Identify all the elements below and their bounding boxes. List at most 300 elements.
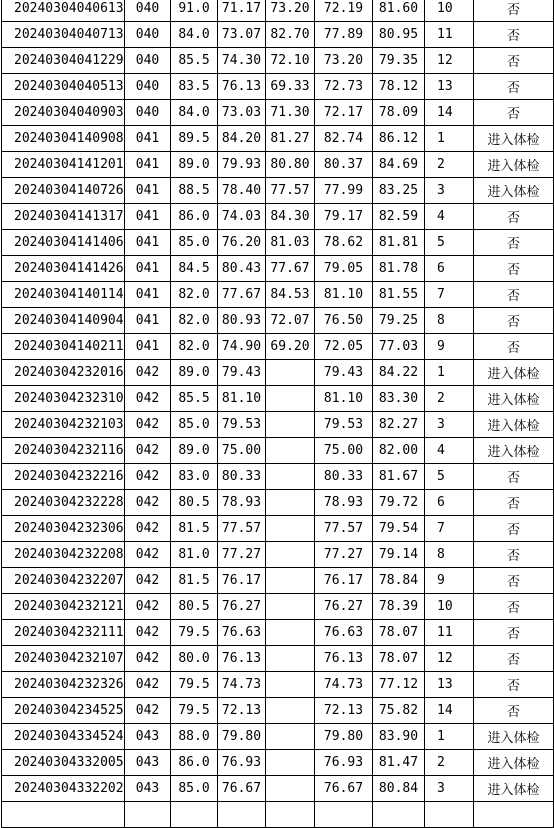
exam-id-cell: 20240304332202 (2, 776, 125, 802)
interview-average-cell: 78.62 (315, 230, 373, 256)
interview-score-2-cell: 82.70 (266, 22, 315, 48)
written-score-cell: 85.0 (171, 230, 218, 256)
interview-score-1-cell: 79.80 (218, 724, 266, 750)
written-score-cell: 85.5 (171, 386, 218, 412)
written-score-cell: 82.0 (171, 282, 218, 308)
post-code-cell: 042 (125, 386, 171, 412)
table-row (2, 724, 554, 750)
total-score-cell: 83.25 (373, 178, 425, 204)
written-score-cell: 84.0 (171, 22, 218, 48)
written-score-cell: 85.0 (171, 776, 218, 802)
interview-average-cell: 76.13 (315, 646, 373, 672)
interview-score-2-cell (266, 516, 315, 542)
post-code-cell: 040 (125, 22, 171, 48)
total-score-cell: 79.35 (373, 48, 425, 74)
rank-cell: 2 (425, 750, 474, 776)
interview-score-1-cell: 78.40 (218, 178, 266, 204)
interview-score-1-cell: 77.67 (218, 282, 266, 308)
post-code-cell: 042 (125, 542, 171, 568)
interview-score-1-cell: 80.33 (218, 464, 266, 490)
total-score-cell: 83.30 (373, 386, 425, 412)
interview-average-cell: 72.73 (315, 74, 373, 100)
post-code-cell: 042 (125, 698, 171, 724)
interview-score-1-cell: 76.93 (218, 750, 266, 776)
rank-cell: 8 (425, 542, 474, 568)
interview-score-2-cell: 72.10 (266, 48, 315, 74)
interview-average-cell: 73.20 (315, 48, 373, 74)
interview-score-2-cell: 77.67 (266, 256, 315, 282)
total-score-cell: 82.27 (373, 412, 425, 438)
exam-id-cell: 20240304232111 (2, 620, 125, 646)
table-row (2, 672, 554, 698)
written-score-cell: 79.5 (171, 672, 218, 698)
post-code-cell: 040 (125, 0, 171, 22)
interview-score-2-cell (266, 386, 315, 412)
interview-score-2-cell (266, 776, 315, 802)
result-cell: 进入体检 (474, 178, 554, 204)
post-code-cell: 042 (125, 568, 171, 594)
interview-score-2-cell: 81.03 (266, 230, 315, 256)
exam-id-cell: 20240304141201 (2, 152, 125, 178)
interview-score-1-cell: 74.73 (218, 672, 266, 698)
written-score-cell: 84.5 (171, 256, 218, 282)
exam-id-cell: 20240304141406 (2, 230, 125, 256)
total-score-cell: 86.12 (373, 126, 425, 152)
written-score-cell: 85.5 (171, 48, 218, 74)
exam-id-cell: 20240304140211 (2, 334, 125, 360)
result-cell: 进入体检 (474, 386, 554, 412)
interview-score-2-cell (266, 672, 315, 698)
interview-score-1-cell: 81.10 (218, 386, 266, 412)
rank-cell: 3 (425, 776, 474, 802)
total-score-cell: 80.95 (373, 22, 425, 48)
table-row (2, 152, 554, 178)
exam-id-cell: 20240304232116 (2, 438, 125, 464)
interview-score-2-cell: 71.30 (266, 100, 315, 126)
exam-id-cell: 20240304040903 (2, 100, 125, 126)
table-row (2, 22, 554, 48)
written-score-cell: 82.0 (171, 334, 218, 360)
interview-score-2-cell (266, 360, 315, 386)
written-score-cell: 89.0 (171, 360, 218, 386)
post-code-cell: 042 (125, 594, 171, 620)
total-score-cell: 77.03 (373, 334, 425, 360)
interview-score-2-cell (266, 568, 315, 594)
rank-cell: 4 (425, 204, 474, 230)
exam-id-cell: 20240304141426 (2, 256, 125, 282)
written-score-cell: 83.5 (171, 74, 218, 100)
post-code-cell: 042 (125, 464, 171, 490)
interview-average-cell: 81.10 (315, 386, 373, 412)
written-score-cell: 81.5 (171, 568, 218, 594)
result-cell: 否 (474, 282, 554, 308)
interview-score-1-cell: 74.03 (218, 204, 266, 230)
result-cell: 否 (474, 0, 554, 22)
rank-cell: 1 (425, 724, 474, 750)
total-score-cell: 78.07 (373, 620, 425, 646)
interview-average-cell: 72.05 (315, 334, 373, 360)
interview-score-1-cell: 76.17 (218, 568, 266, 594)
post-code-cell: 041 (125, 230, 171, 256)
interview-score-1-cell: 73.07 (218, 22, 266, 48)
total-score-cell: 75.82 (373, 698, 425, 724)
result-cell: 否 (474, 542, 554, 568)
exam-id-cell: 20240304232121 (2, 594, 125, 620)
written-score-cell: 80.5 (171, 490, 218, 516)
total-score-cell: 81.55 (373, 282, 425, 308)
post-code-cell: 041 (125, 282, 171, 308)
interview-score-2-cell (266, 750, 315, 776)
interview-average-cell: 75.00 (315, 438, 373, 464)
table-row (2, 334, 554, 360)
rank-cell: 11 (425, 22, 474, 48)
result-cell: 进入体检 (474, 126, 554, 152)
table-row (2, 490, 554, 516)
written-score-cell: 85.0 (171, 412, 218, 438)
interview-score-2-cell (266, 412, 315, 438)
total-score-cell: 78.09 (373, 100, 425, 126)
total-score-cell: 82.00 (373, 438, 425, 464)
interview-score-1-cell: 73.03 (218, 100, 266, 126)
rank-cell: 13 (425, 672, 474, 698)
written-score-cell: 91.0 (171, 0, 218, 22)
post-code-cell: 041 (125, 178, 171, 204)
interview-score-2-cell: 80.80 (266, 152, 315, 178)
total-score-cell: 81.81 (373, 230, 425, 256)
exam-id-cell: 20240304040513 (2, 74, 125, 100)
table-row (2, 750, 554, 776)
result-cell: 进入体检 (474, 750, 554, 776)
exam-id-cell: 20240304334524 (2, 724, 125, 750)
post-code-cell: 041 (125, 152, 171, 178)
score-table (1, 0, 554, 828)
post-code-cell: 042 (125, 490, 171, 516)
table-row (2, 464, 554, 490)
interview-average-cell: 82.74 (315, 126, 373, 152)
interview-score-2-cell: 84.53 (266, 282, 315, 308)
written-score-cell: 79.5 (171, 620, 218, 646)
post-code-cell: 042 (125, 438, 171, 464)
written-score-cell: 83.0 (171, 464, 218, 490)
post-code-cell: 041 (125, 204, 171, 230)
written-score-cell: 89.5 (171, 126, 218, 152)
interview-score-1-cell: 77.27 (218, 542, 266, 568)
rank-cell: 8 (425, 308, 474, 334)
rank-cell: 9 (425, 334, 474, 360)
interview-average-cell: 77.27 (315, 542, 373, 568)
table-row (2, 620, 554, 646)
interview-average-cell: 72.19 (315, 0, 373, 22)
post-code-cell: 042 (125, 646, 171, 672)
table-row (2, 48, 554, 74)
interview-score-2-cell: 69.33 (266, 74, 315, 100)
exam-id-cell: 20240304232107 (2, 646, 125, 672)
post-code-cell: 040 (125, 74, 171, 100)
post-code-cell: 041 (125, 308, 171, 334)
exam-id-cell: 20240304232207 (2, 568, 125, 594)
exam-id-cell: 20240304140904 (2, 308, 125, 334)
total-score-cell: 84.69 (373, 152, 425, 178)
interview-score-2-cell: 73.20 (266, 0, 315, 22)
total-score-cell: 81.60 (373, 0, 425, 22)
interview-average-cell: 72.17 (315, 100, 373, 126)
interview-score-2-cell: 77.57 (266, 178, 315, 204)
table-row (2, 204, 554, 230)
table-row (2, 360, 554, 386)
result-cell: 否 (474, 698, 554, 724)
post-code-cell: 043 (125, 750, 171, 776)
interview-score-2-cell (266, 724, 315, 750)
exam-id-cell: 20240304232310 (2, 386, 125, 412)
total-score-cell: 78.12 (373, 74, 425, 100)
exam-id-cell: 20240304232208 (2, 542, 125, 568)
written-score-cell: 84.0 (171, 100, 218, 126)
table-row (2, 516, 554, 542)
post-code-cell: 041 (125, 256, 171, 282)
total-score-cell: 79.14 (373, 542, 425, 568)
result-cell: 进入体检 (474, 360, 554, 386)
written-score-cell: 88.0 (171, 724, 218, 750)
interview-score-1-cell: 74.30 (218, 48, 266, 74)
total-score-cell: 82.59 (373, 204, 425, 230)
interview-average-cell: 77.57 (315, 516, 373, 542)
interview-average-cell: 74.73 (315, 672, 373, 698)
rank-cell: 2 (425, 386, 474, 412)
result-cell: 否 (474, 308, 554, 334)
result-cell: 否 (474, 464, 554, 490)
interview-score-1-cell: 79.93 (218, 152, 266, 178)
interview-score-1-cell: 76.13 (218, 646, 266, 672)
result-cell: 进入体检 (474, 776, 554, 802)
interview-score-2-cell (266, 698, 315, 724)
table-row (2, 594, 554, 620)
rank-cell: 6 (425, 490, 474, 516)
interview-score-2-cell: 84.30 (266, 204, 315, 230)
interview-score-1-cell: 77.57 (218, 516, 266, 542)
table-row (2, 0, 554, 22)
result-cell: 否 (474, 22, 554, 48)
interview-score-2-cell (266, 542, 315, 568)
interview-score-1-cell: 76.20 (218, 230, 266, 256)
exam-id-cell: 20240304232326 (2, 672, 125, 698)
total-score-cell: 83.90 (373, 724, 425, 750)
interview-average-cell: 79.43 (315, 360, 373, 386)
total-score-cell: 79.72 (373, 490, 425, 516)
post-code-cell: 040 (125, 48, 171, 74)
table-row (2, 776, 554, 802)
interview-score-1-cell: 79.53 (218, 412, 266, 438)
interview-score-1-cell: 76.13 (218, 74, 266, 100)
written-score-cell: 82.0 (171, 308, 218, 334)
rank-cell: 13 (425, 74, 474, 100)
table-row (2, 74, 554, 100)
interview-average-cell: 79.53 (315, 412, 373, 438)
interview-score-2-cell (266, 438, 315, 464)
result-cell: 否 (474, 74, 554, 100)
post-code-cell: 042 (125, 516, 171, 542)
total-score-cell: 79.25 (373, 308, 425, 334)
total-score-cell: 81.67 (373, 464, 425, 490)
post-code-cell: 041 (125, 334, 171, 360)
interview-score-2-cell (266, 464, 315, 490)
result-cell: 否 (474, 204, 554, 230)
result-cell: 进入体检 (474, 724, 554, 750)
table-row (2, 542, 554, 568)
interview-average-cell: 78.93 (315, 490, 373, 516)
rank-cell: 6 (425, 256, 474, 282)
exam-id-cell: 20240304232228 (2, 490, 125, 516)
post-code-cell: 042 (125, 360, 171, 386)
interview-score-1-cell: 76.27 (218, 594, 266, 620)
rank-cell: 12 (425, 48, 474, 74)
table-row (2, 568, 554, 594)
interview-average-cell: 76.27 (315, 594, 373, 620)
interview-score-2-cell (266, 490, 315, 516)
interview-average-cell: 81.10 (315, 282, 373, 308)
written-score-cell: 89.0 (171, 438, 218, 464)
interview-score-1-cell: 76.63 (218, 620, 266, 646)
total-score-cell: 81.47 (373, 750, 425, 776)
result-cell: 否 (474, 620, 554, 646)
interview-score-2-cell (266, 646, 315, 672)
result-cell: 否 (474, 490, 554, 516)
rank-cell: 12 (425, 646, 474, 672)
result-cell: 否 (474, 256, 554, 282)
interview-score-2-cell: 72.07 (266, 308, 315, 334)
interview-score-1-cell: 74.90 (218, 334, 266, 360)
interview-average-cell: 79.05 (315, 256, 373, 282)
interview-average-cell: 76.50 (315, 308, 373, 334)
interview-score-2-cell (266, 594, 315, 620)
interview-average-cell: 79.17 (315, 204, 373, 230)
table-row (2, 386, 554, 412)
exam-id-cell: 20240304140114 (2, 282, 125, 308)
table-row (2, 308, 554, 334)
written-score-cell: 80.0 (171, 646, 218, 672)
total-score-cell: 77.12 (373, 672, 425, 698)
interview-average-cell: 76.63 (315, 620, 373, 646)
interview-score-1-cell: 72.13 (218, 698, 266, 724)
result-cell: 否 (474, 230, 554, 256)
table-row (2, 282, 554, 308)
table-row (2, 126, 554, 152)
interview-average-cell: 77.89 (315, 22, 373, 48)
exam-id-cell: 20240304040613 (2, 0, 125, 22)
total-score-cell: 78.07 (373, 646, 425, 672)
table-row (2, 646, 554, 672)
total-score-cell: 81.78 (373, 256, 425, 282)
result-cell: 否 (474, 48, 554, 74)
rank-cell: 1 (425, 126, 474, 152)
exam-id-cell: 20240304140908 (2, 126, 125, 152)
post-code-cell: 043 (125, 724, 171, 750)
rank-cell: 9 (425, 568, 474, 594)
interview-score-1-cell: 79.43 (218, 360, 266, 386)
rank-cell: 10 (425, 0, 474, 22)
interview-score-1-cell: 80.93 (218, 308, 266, 334)
written-score-cell: 86.0 (171, 204, 218, 230)
result-cell: 否 (474, 594, 554, 620)
exam-id-cell: 20240304232306 (2, 516, 125, 542)
rank-cell: 10 (425, 594, 474, 620)
exam-id-cell: 20240304232216 (2, 464, 125, 490)
rank-cell: 7 (425, 516, 474, 542)
total-score-cell: 80.84 (373, 776, 425, 802)
exam-id-cell: 20240304041229 (2, 48, 125, 74)
rank-cell: 5 (425, 230, 474, 256)
result-cell: 否 (474, 100, 554, 126)
total-score-cell: 78.84 (373, 568, 425, 594)
written-score-cell: 89.0 (171, 152, 218, 178)
interview-score-1-cell: 78.93 (218, 490, 266, 516)
interview-average-cell: 72.13 (315, 698, 373, 724)
result-cell: 进入体检 (474, 438, 554, 464)
table-row (2, 178, 554, 204)
rank-cell: 14 (425, 698, 474, 724)
total-score-cell: 78.39 (373, 594, 425, 620)
interview-average-cell: 76.93 (315, 750, 373, 776)
interview-average-cell: 80.37 (315, 152, 373, 178)
exam-id-cell: 20240304232016 (2, 360, 125, 386)
rank-cell: 5 (425, 464, 474, 490)
written-score-cell: 86.0 (171, 750, 218, 776)
rank-cell: 2 (425, 152, 474, 178)
written-score-cell: 88.5 (171, 178, 218, 204)
post-code-cell: 043 (125, 776, 171, 802)
interview-average-cell: 77.99 (315, 178, 373, 204)
exam-id-cell: 20240304040713 (2, 22, 125, 48)
interview-score-1-cell: 84.20 (218, 126, 266, 152)
exam-id-cell: 20240304234525 (2, 698, 125, 724)
interview-score-1-cell: 71.17 (218, 0, 266, 22)
rank-cell: 14 (425, 100, 474, 126)
result-cell: 否 (474, 516, 554, 542)
interview-average-cell: 80.33 (315, 464, 373, 490)
rank-cell: 11 (425, 620, 474, 646)
result-cell: 否 (474, 334, 554, 360)
exam-id-cell: 20240304141317 (2, 204, 125, 230)
rank-cell: 3 (425, 412, 474, 438)
post-code-cell: 042 (125, 672, 171, 698)
result-cell: 进入体检 (474, 412, 554, 438)
table-row (2, 256, 554, 282)
total-score-cell: 79.54 (373, 516, 425, 542)
rank-cell: 4 (425, 438, 474, 464)
exam-id-cell: 20240304140726 (2, 178, 125, 204)
exam-id-cell: 20240304332005 (2, 750, 125, 776)
table-row (2, 230, 554, 256)
table-row (2, 698, 554, 724)
interview-score-2-cell (266, 620, 315, 646)
interview-score-1-cell: 80.43 (218, 256, 266, 282)
rank-cell: 7 (425, 282, 474, 308)
result-cell: 否 (474, 646, 554, 672)
post-code-cell: 042 (125, 412, 171, 438)
rank-cell: 3 (425, 178, 474, 204)
exam-id-cell: 20240304232103 (2, 412, 125, 438)
written-score-cell: 81.5 (171, 516, 218, 542)
written-score-cell: 80.5 (171, 594, 218, 620)
post-code-cell: 041 (125, 126, 171, 152)
interview-average-cell: 79.80 (315, 724, 373, 750)
interview-score-1-cell: 76.67 (218, 776, 266, 802)
post-code-cell: 040 (125, 100, 171, 126)
result-cell: 进入体检 (474, 152, 554, 178)
rank-cell: 1 (425, 360, 474, 386)
table-row (2, 412, 554, 438)
post-code-cell: 042 (125, 620, 171, 646)
result-cell: 否 (474, 568, 554, 594)
